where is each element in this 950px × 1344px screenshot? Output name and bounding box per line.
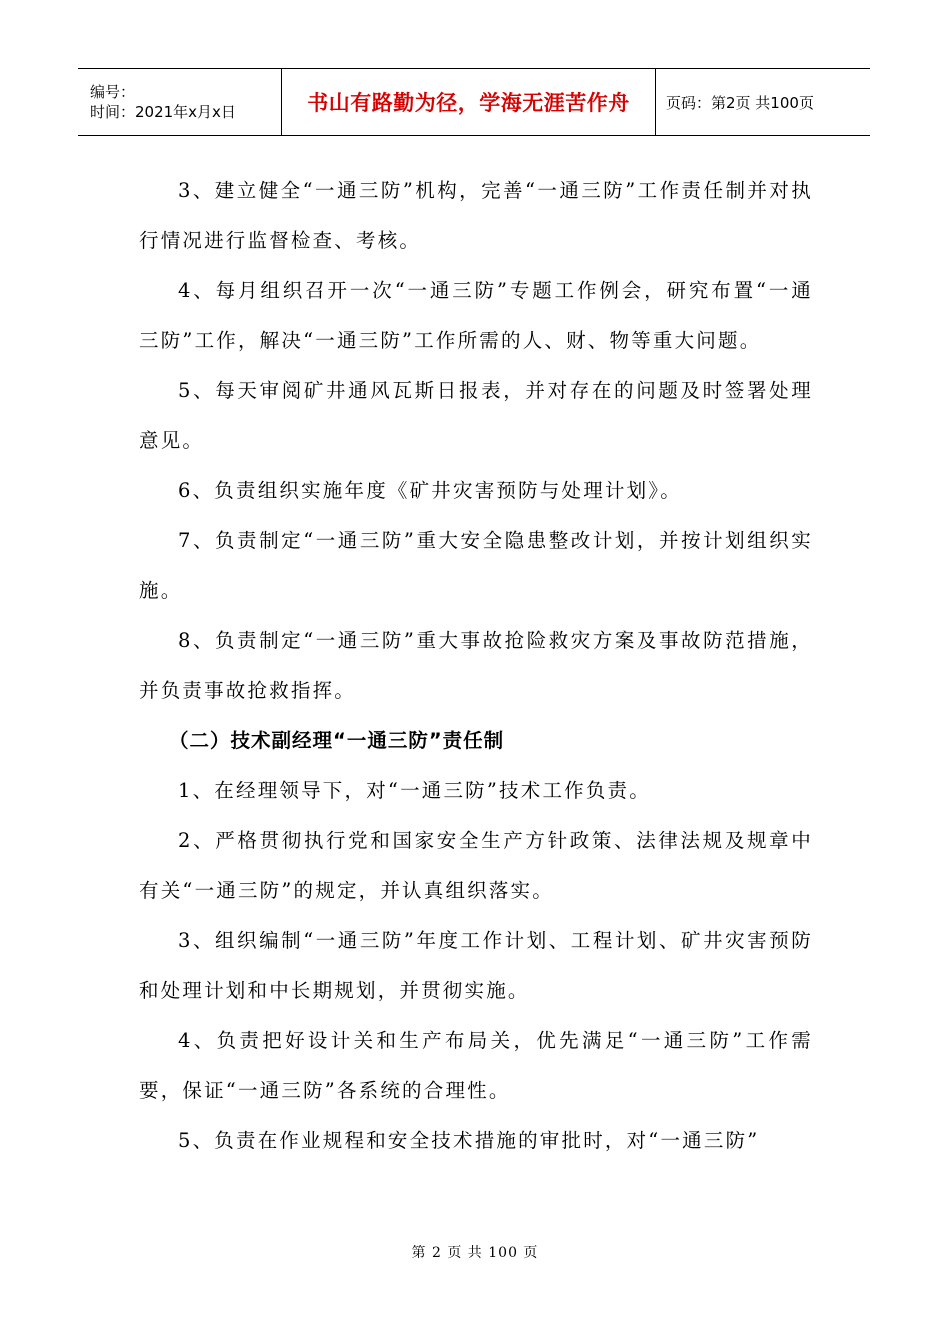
header-time-label: 时间：2021年x月x日 (90, 103, 236, 121)
section-heading: （二）技术副经理“一通三防”责任制 (169, 729, 505, 752)
paragraph: 2、严格贯彻执行党和国家安全生产方针政策、法律法规及规章中有关“一通三防”的规定，并认真组织落实。 (139, 829, 813, 902)
paragraph: 1、在经理领导下，对“一通三防”技术工作负责。 (178, 779, 651, 802)
paragraph: 5、负责在作业规程和安全技术措施的审批时，对“一通三防” (178, 1129, 760, 1152)
header-meta (78, 69, 282, 135)
paragraph: 5、每天审阅矿井通风瓦斯日报表，并对存在的问题及时签署处理意见。 (139, 379, 813, 452)
header-motto: 书山有路勤为径，学海无涯苦作舟 (282, 69, 656, 135)
document-body (139, 166, 813, 1166)
paragraph: 7、负责制定“一通三防”重大安全隐患整改计划，并按计划组织实施。 (139, 529, 813, 602)
page-footer: 第 2 页 共 100 页 (411, 1245, 539, 1261)
header-page-info: 页码：第2页 共100页 (666, 93, 814, 112)
paragraph: 4、每月组织召开一次“一通三防”专题工作例会，研究布置“一通三防”工作，解决“一通三防”工作所需的人、财、物等重大问题。 (139, 279, 813, 352)
paragraph: 6、负责组织实施年度《矿井灾害预防与处理计划》。 (178, 479, 682, 502)
header-number-label: 编号： (90, 83, 136, 101)
paragraph: 3、建立健全“一通三防”机构，完善“一通三防”工作责任制并对执行情况进行监督检查、考核。 (139, 179, 813, 252)
paragraph: 3、组织编制“一通三防”年度工作计划、工程计划、矿井灾害预防和处理计划和中长期规划，并贯彻实施。 (139, 929, 813, 1002)
paragraph: 4、负责把好设计关和生产布局关，优先满足“一通三防”工作需要，保证“一通三防”各系统的合理性。 (139, 1029, 813, 1102)
page-header (78, 68, 870, 136)
paragraph: 8、负责制定“一通三防”重大事故抢险救灾方案及事故防范措施，并负责事故抢救指挥。 (139, 629, 813, 702)
